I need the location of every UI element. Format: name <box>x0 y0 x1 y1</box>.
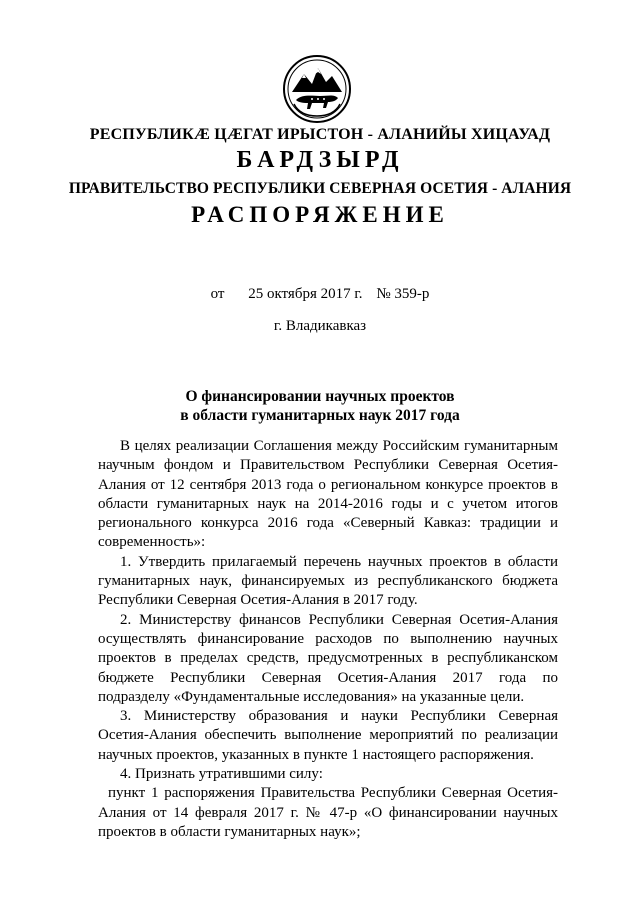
document-title <box>0 387 640 425</box>
title-line-1: О финансировании научных проектов <box>185 388 455 405</box>
item-4-paragraph: 4. Признать утратившими силу: <box>120 766 323 783</box>
document-number: № 359-р <box>376 286 430 302</box>
header-government-russian: ПРАВИТЕЛЬСТВО РЕСПУБЛИКИ СЕВЕРНАЯ ОСЕТИЯ - АЛАНИЯ <box>68 180 572 197</box>
document-date-line <box>0 286 640 303</box>
header-republic-ossetian: РЕСПУБЛИКӔ ЦӔГАТ ИРЫСТОН - АЛАНИЙЫ ХИЦАУАД <box>89 126 551 143</box>
item-3-paragraph: 3. Министерству образования и науки Республики Северная Осетия-Алания обеспечить выполнение мероприятий по реализации научных проектов, указанных в пункте 1 настоящего распоряжения. <box>98 708 558 763</box>
item-2-paragraph: 2. Министерству финансов Республики Северная Осетия-Алания осуществлять финансирование расходов по выполнению научных проектов в пределах средств, предусмотренных в республиканском бюджете Республики Северная Осетия-Алания 2017 года по подразделу «Фундаментальные исследования» на указанные цели. <box>98 611 558 705</box>
item-4-sub-paragraph: пункт 1 распоряжения Правительства Республики Северная Осетия-Алания от 14 февраля 2017 г. № 47-р «О финансировании научных проектов в области гуманитарных наук»; <box>98 785 558 840</box>
from-label: от <box>210 286 225 302</box>
item-1-paragraph: 1. Утвердить прилагаемый перечень научных проектов в области гуманитарных наук, финансируемых из республиканского бюджета Республики Северная Осетия-Алания в 2017 году. <box>98 553 558 609</box>
document-city: г. Владикавказ <box>273 318 367 334</box>
coat-of-arms-icon <box>282 54 352 124</box>
title-line-2: в области гуманитарных наук 2017 года <box>180 407 460 424</box>
preamble-paragraph: В целях реализации Соглашения между Российским гуманитарным научным фондом и Правительством Республики Северная Осетия-Алания от 12 сентября 2013 года о региональном конкурсе проектов в области гуманитарных наук на 2014-2016 годы и с учетом итогов регионального конкурса 2016 года «Северный Кавказ: традиции и современность»: <box>98 438 558 551</box>
document-body <box>98 437 558 842</box>
header-order-russian: РАСПОРЯЖЕНИЕ <box>191 202 449 227</box>
header-order-ossetian: БАРДЗЫРД <box>236 147 404 173</box>
document-date: 25 октября 2017 г. <box>248 286 363 302</box>
